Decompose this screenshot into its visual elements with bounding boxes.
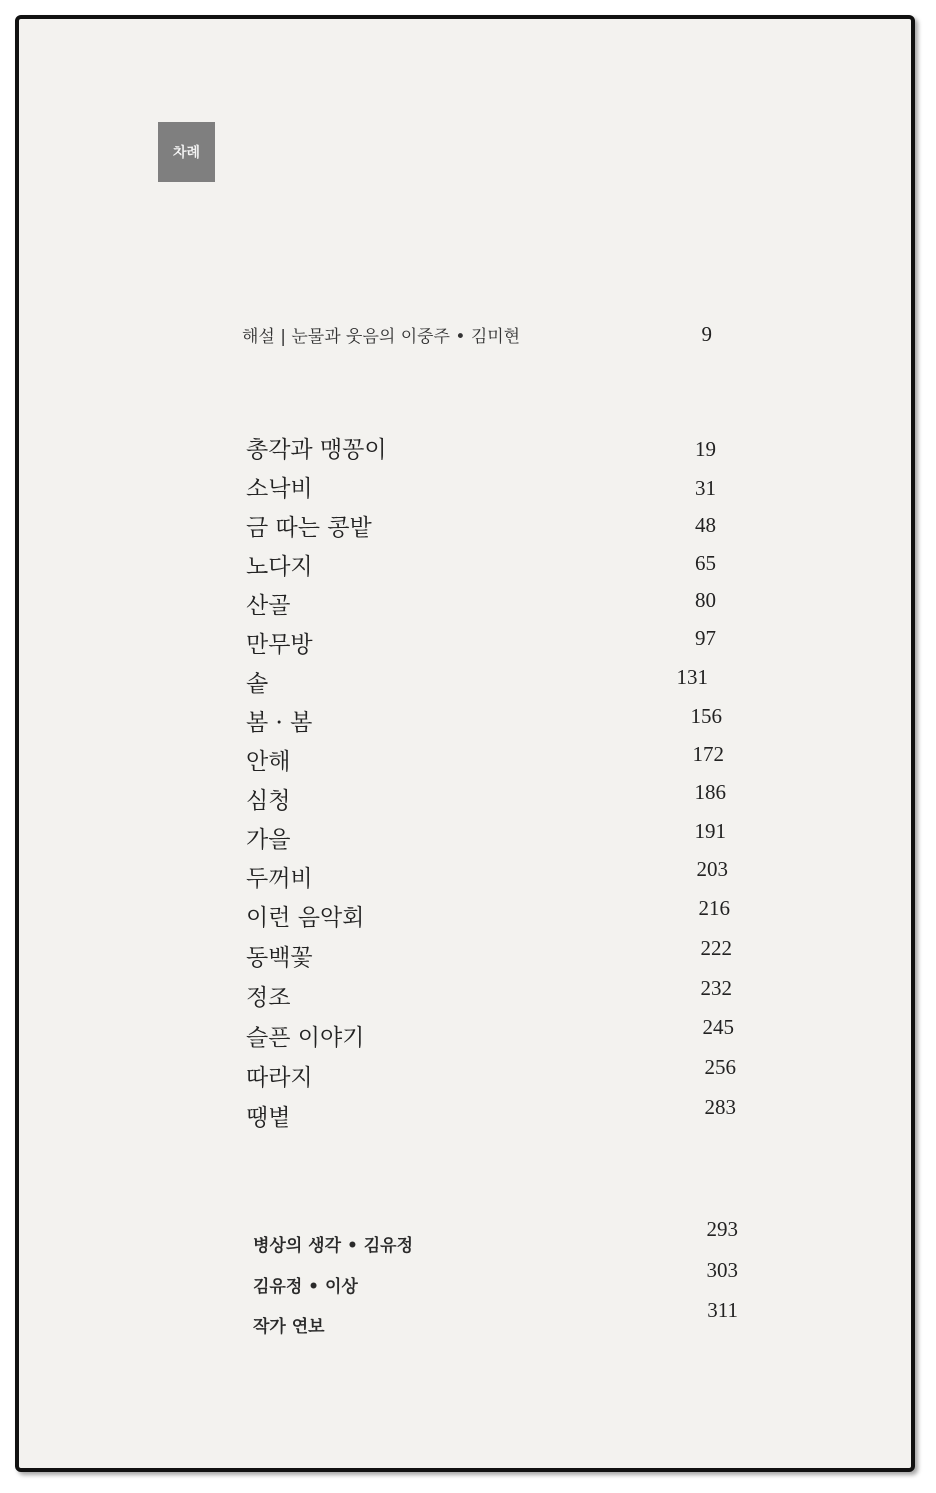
toc-entry-page: 303 — [706, 1258, 738, 1282]
toc-entry-title: 심청 — [246, 788, 291, 814]
toc-entry-title: 슬픈 이야기 — [246, 1025, 365, 1051]
toc-entry-title: 이런 음악회 — [246, 905, 365, 931]
toc-entry-story — [0, 431, 936, 471]
toc-entry-page: 31 — [695, 476, 716, 500]
toc-entry-page: 245 — [702, 1015, 734, 1039]
toc-entry-title: 김유정 • 이상 — [253, 1277, 358, 1297]
toc-entry-extra — [0, 1258, 936, 1312]
toc-entry-page: 65 — [695, 551, 716, 575]
toc-entry-title: 총각과 맹꽁이 — [246, 437, 387, 463]
toc-entry-story — [0, 857, 936, 900]
toc-entry-title: 솥 — [246, 671, 269, 697]
toc-entry-story — [0, 743, 936, 783]
toc-entry-title: 노다지 — [246, 554, 313, 580]
toc-entry-story — [0, 665, 936, 705]
toc-entry-extra — [0, 1217, 936, 1271]
toc-entry-page: 222 — [700, 936, 732, 960]
toc-entry-page: 203 — [696, 857, 728, 881]
toc-entry-page: 232 — [700, 976, 732, 1000]
toc-entry-story — [0, 1095, 936, 1139]
toc-entry-title: 산골 — [246, 593, 291, 619]
toc-entry-title: 정조 — [246, 985, 291, 1011]
toc-entry-page: 131 — [676, 665, 708, 689]
toc-entry-story — [0, 548, 936, 588]
toc-entry-story — [0, 976, 936, 1019]
toc-entry-title: 따라지 — [246, 1065, 313, 1091]
toc-entry-story — [0, 1015, 936, 1059]
toc-entry-title: 해설 | 눈물과 웃음의 이중주 • 김미현 — [242, 327, 521, 347]
toc-entry-extra — [0, 1298, 936, 1352]
toc-entry-story — [0, 626, 936, 666]
toc-entry-page: 19 — [695, 437, 716, 461]
toc-entry-title: 동백꽃 — [246, 945, 313, 971]
toc-entry-story — [0, 470, 936, 510]
toc-entry-page: 97 — [695, 626, 716, 650]
toc-entry-page: 256 — [704, 1055, 736, 1079]
toc-entry-page: 48 — [695, 513, 716, 537]
toc-entry-title: 작가 연보 — [253, 1317, 325, 1337]
toc-entry-page: 311 — [707, 1298, 738, 1322]
toc-entry-title: 안해 — [246, 749, 291, 775]
toc-entry-title: 두꺼비 — [246, 866, 313, 892]
toc-entry-title: 땡볕 — [246, 1105, 291, 1131]
contents-tab — [158, 122, 215, 182]
toc-entry-page: 293 — [706, 1217, 738, 1241]
toc-entry-title: 금 따는 콩밭 — [246, 515, 372, 541]
toc-entry-page: 283 — [704, 1095, 736, 1119]
toc-entry-story — [0, 704, 936, 744]
toc-entry-page: 216 — [698, 896, 730, 920]
toc-entry-story — [0, 509, 936, 549]
toc-entry-story — [0, 1055, 936, 1099]
toc-entry-title: 만무방 — [246, 632, 313, 658]
toc-entry-story — [0, 936, 936, 979]
toc-entry-page: 9 — [701, 322, 712, 346]
toc-entry-story — [0, 821, 936, 861]
toc-entry-story — [0, 782, 936, 822]
toc-entry-page: 172 — [692, 742, 724, 766]
toc-entry-title: 병상의 생각 • 김유정 — [253, 1236, 413, 1256]
toc-entry-page: 191 — [694, 819, 726, 843]
toc-entry-page: 186 — [694, 780, 726, 804]
toc-entry-intro — [0, 322, 936, 362]
toc-entry-title: 소낙비 — [246, 476, 313, 502]
contents-tab-label: 차례 — [172, 145, 201, 161]
toc-entry-story — [0, 896, 936, 939]
toc-entry-title: 봄 · 봄 — [246, 710, 313, 736]
toc-entry-page: 80 — [695, 588, 716, 612]
toc-entry-title: 가을 — [246, 827, 291, 853]
toc-entry-page: 156 — [690, 704, 722, 728]
toc-entry-story — [0, 587, 936, 627]
